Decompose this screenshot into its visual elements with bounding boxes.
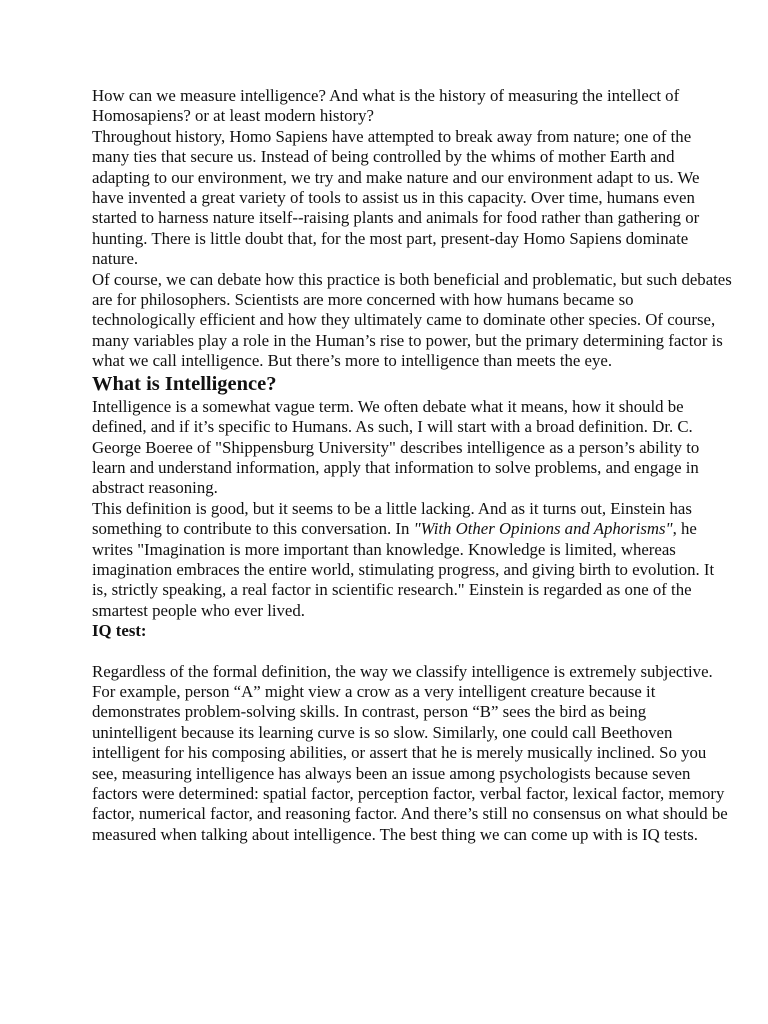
intro-debate-paragraph: Of course, we can debate how this practice is both beneficial and problematic, but such debates are for philosophers. Scientists are more concerned with how humans became so technologically efficient and how they ultimately came to dominate other species. Of course, many variables play a role in the Human’s rise to power, but the primary determining factor is what we call intelligence. But there’s more to intelligence than meets the eye. (92, 269, 732, 371)
section-heading-what-is-intelligence: What is Intelligence? (92, 372, 277, 395)
iq-test-paragraph: Regardless of the formal definition, the way we classify intelligence is extremely subjective. For example, person “A” might view a crow as a very intelligent creature because it demonstrates problem-solving skills. In contrast, person “B” sees the bird as being unintelligent because its learning curve is so slow. Similarly, one could call Beethoven intelligent for his composing abilities, or assert that he is merely musically inclined. So you see, measuring intelligence has always been an issue among psychologists because seven factors were determined: spatial factor, perception factor, verbal factor, lexical factor, memory factor, numerical factor, and reasoning factor. And there’s still no consensus on what should be measured when talking about intelligence. The best thing we can come up with is IQ tests. (92, 661, 728, 844)
blank-line (92, 642, 732, 662)
einstein-paragraph-end: , he writes "Imagination is more important than knowledge. Knowledge is limited, whereas imagination embraces the entire world, stimulating progress, and giving birth to evolution. It is, strictly speaking, a real factor in scientific research." Einstein is regarded as one of the smartest people who ever lived. (92, 519, 715, 620)
document-page (92, 86, 732, 845)
intro-history-paragraph: Throughout history, Homo Sapiens have attempted to break away from nature; one of the many ties that secure us. Instead of being controlled by the whims of mother Earth and adapting to our environment, we try and make nature and our environment adapt to us. We have invented a great variety of tools to assist us in this capacity. Over time, humans even started to harness nature itself--raising plants and animals for food rather than gathering or hunting. There is little doubt that, for the most part, present-day Homo Sapiens dominate nature. (92, 126, 700, 269)
einstein-paragraph-start: This definition is good, but it seems to be a little lacking. And as it turns out, Einstein has something to contribute to this conversation. In (92, 498, 692, 539)
intro-question-paragraph: How can we measure intelligence? And what is the history of measuring the intellect of Homosapiens? or at least modern history? (92, 86, 680, 126)
book-title-italic: "With Other Opinions and Aphorisms" (413, 519, 673, 539)
section-heading-iq-test: IQ test: (92, 621, 147, 641)
einstein-paragraph (92, 499, 732, 621)
definition-paragraph: Intelligence is a somewhat vague term. We often debate what it means, how it should be defined, and if it’s specific to Humans. As such, I will start with a broad definition. Dr. C. George Boeree of "Shippensburg University" describes intelligence as a person’s ability to learn and understand information, apply that information to solve problems, and engage in abstract reasoning. (92, 396, 700, 498)
